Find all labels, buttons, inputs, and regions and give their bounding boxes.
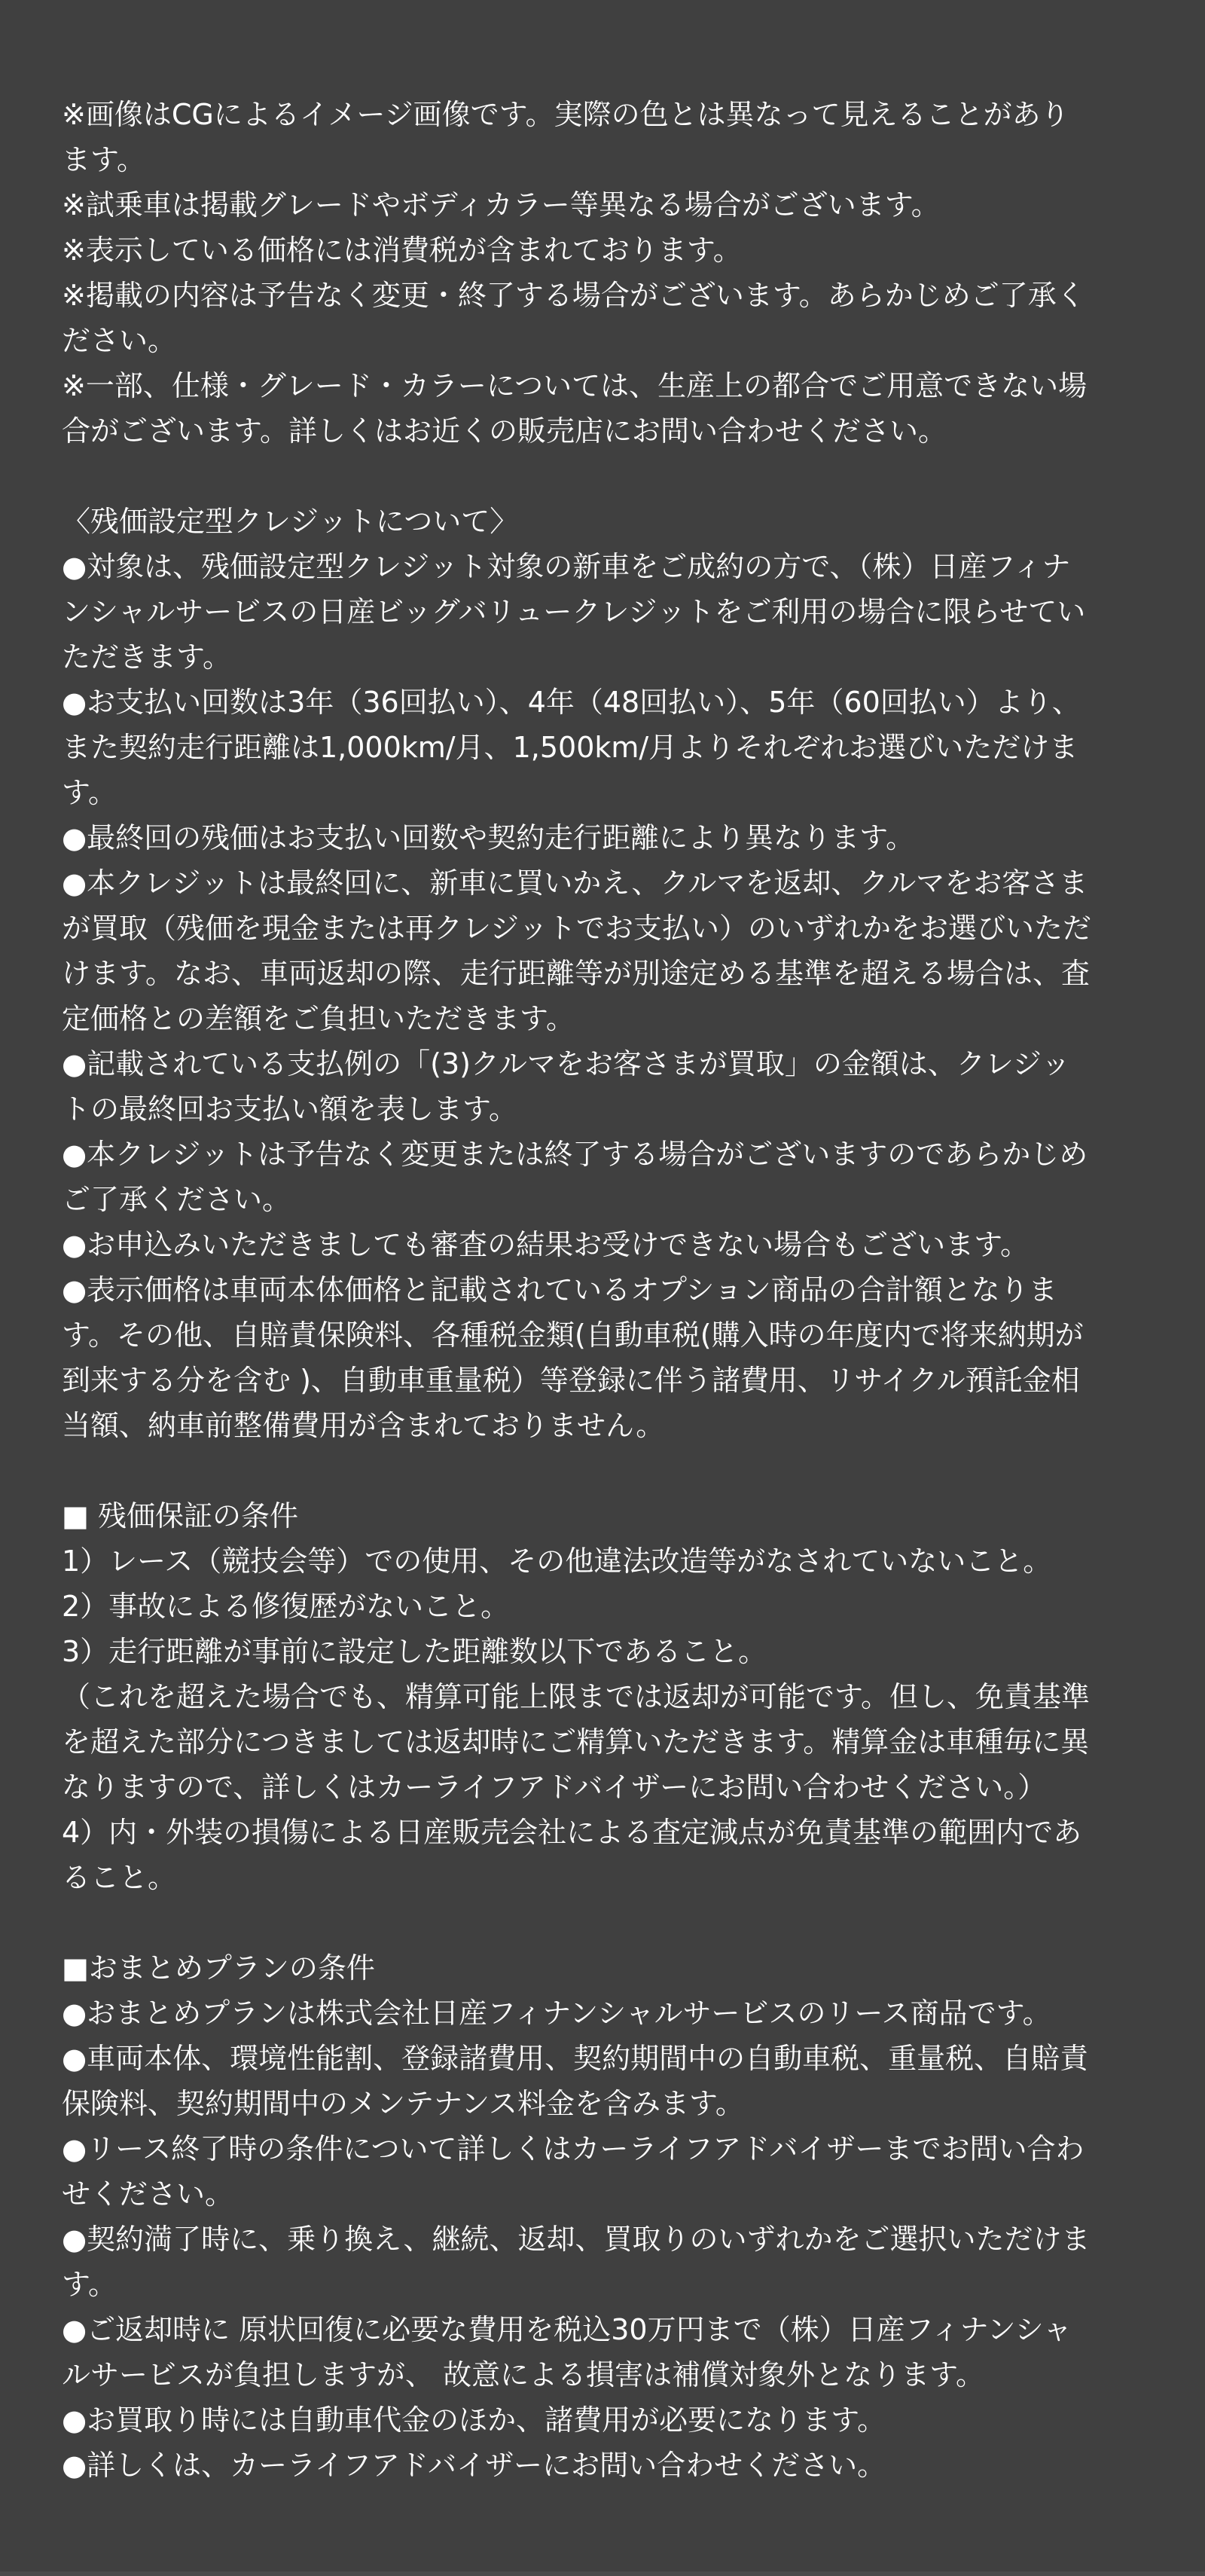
credit-line: けます。なお、車両返却の際、走行距離等が別途定める基準を超える場合は、査 [62,957,1090,990]
plan-line: 保険料、契約期間中のメンテナンス料金を含みます。 [62,2087,744,2120]
residual-line: ること。 [62,1861,177,1894]
plan-heading: ■おまとめプランの条件 [62,1951,375,1985]
residual-line: を超えた部分につきましては返却時にご精算いただきます。精算金は車種毎に異 [62,1725,1090,1759]
section-gap [62,1900,1143,1945]
credit-line: 定価格との差額をご負担いただきます。 [62,1002,575,1035]
credit-heading: 〈残価設定型クレジットについて〉 [62,505,519,538]
section-gap [62,1448,1143,1493]
residual-line: （これを超えた場合でも、精算可能上限までは返却が可能です。但し、免責基準 [62,1680,1090,1713]
credit-line: 当額、納車前整備費用が含まれておりません。 [62,1409,665,1442]
plan-line: ●車両本体、環境性能割、登録諸費用、契約期間中の自動車税、重量税、自賠責 [62,2042,1089,2075]
residual-line: 1）レース（競技会等）での使用、その他違法改造等がなされていないこと。 [62,1545,1052,1578]
residual-section [62,1493,1143,1900]
credit-line: ご了承ください。 [62,1183,291,1216]
residual-line: 3）走行距離が事前に設定した距離数以下であること。 [62,1635,767,1668]
plan-section [62,1945,1143,2488]
credit-line: 到来する分を含む )、自動車重量税）等登録に伴う諸費用、リサイクル預託金相 [62,1364,1080,1397]
credit-line: また契約走行距離は1,000km/月、1,500km/月よりそれぞれお選びいただけま [62,731,1078,764]
plan-line: す。 [62,2268,117,2301]
plan-line: ルサービスが負担しますが、 故意による損害は補償対象外となります。 [62,2358,985,2391]
plan-line: ●ご返却時に 原状回復に必要な費用を税込30万円まで（株）日産フィナンシャ [62,2313,1072,2346]
credit-section [62,499,1143,1448]
bottom-edge [0,2571,1205,2576]
credit-line: ●最終回の残価はお支払い回数や契約走行距離により異なります。 [62,821,915,854]
residual-heading: ■ 残価保証の条件 [62,1499,298,1532]
plan-line: ●おまとめプランは株式会社日産フィナンシャルサービスのリース商品です。 [62,1997,1051,2030]
plan-line: ●リース終了時の条件について詳しくはカーライフアドバイザーまでお問い合わ [62,2132,1084,2165]
credit-line: す。その他、自賠責保険料、各種税金類(自動車税(購入時の年度内で将来納期が [62,1319,1084,1352]
residual-line: なりますので、詳しくはカーライフアドバイザーにお問い合わせください。） [62,1771,1047,1804]
credit-line: ンシャルサービスの日産ビッグバリュークレジットをご利用の場合に限らせてい [62,595,1086,628]
plan-line: ●お買取り時には自動車代金のほか、諸費用が必要になります。 [62,2403,886,2437]
plan-line: ●契約満了時に、乗り換え、継続、返却、買取りのいずれかをご選択いただけま [62,2223,1091,2256]
credit-line: ●表示価格は車両本体価格と記載されているオプション商品の合計額となりま [62,1273,1057,1306]
credit-line: す。 [62,776,117,809]
residual-line: 4）内・外装の損傷による日産販売会社による査定減点が免責基準の範囲内であ [62,1816,1082,1849]
credit-line: ●本クレジットは予告なく変更または終了する場合がございますのであらかじめ [62,1138,1088,1171]
note-line: ます。 [62,143,145,176]
credit-line: ●お申込みいただきましても審査の結果お受けできない場合もございます。 [62,1228,1030,1261]
note-line: ※一部、仕様・グレード・カラーについては、生産上の都合でご用意できない場 [62,369,1088,402]
note-line: ※掲載の内容は予告なく変更・終了する場合がございます。あらかじめご了承く [62,279,1085,312]
section-gap [62,454,1143,499]
notes-section [62,92,1143,454]
note-line: ※表示している価格には消費税が含まれております。 [62,234,742,267]
credit-line: ●記載されている支払例の「(3)クルマをお客さまが買取」の金額は、クレジッ [62,1047,1070,1080]
note-line: 合がございます。詳しくはお近くの販売店にお問い合わせください。 [62,414,947,448]
plan-line: せください。 [62,2177,234,2211]
plan-line: ●詳しくは、カーライフアドバイザーにお問い合わせください。 [62,2449,886,2482]
note-line: ※画像はCGによるイメージ画像です。実際の色とは異なって見えることがあり [62,98,1069,131]
note-line: ださい。 [62,324,177,357]
credit-line: ただきます。 [62,640,231,674]
residual-line: 2）事故による修復歴がないこと。 [62,1590,510,1623]
credit-line: ●お支払い回数は3年（36回払い）、4年（48回払い）、5年（60回払い）より、 [62,686,1081,719]
credit-line: が買取（残価を現金または再クレジットでお支払い）のいずれかをお選びいただ [62,912,1092,945]
credit-line: トの最終回お支払い額を表します。 [62,1092,517,1126]
note-line: ※試乗車は掲載グレードやボディカラー等異なる場合がございます。 [62,188,940,222]
credit-line: ●対象は、残価設定型クレジット対象の新車をご成約の方で、（株）日産フィナ [62,550,1071,583]
credit-line: ●本クレジットは最終回に、新車に買いかえ、クルマを返却、クルマをお客さま [62,866,1088,900]
